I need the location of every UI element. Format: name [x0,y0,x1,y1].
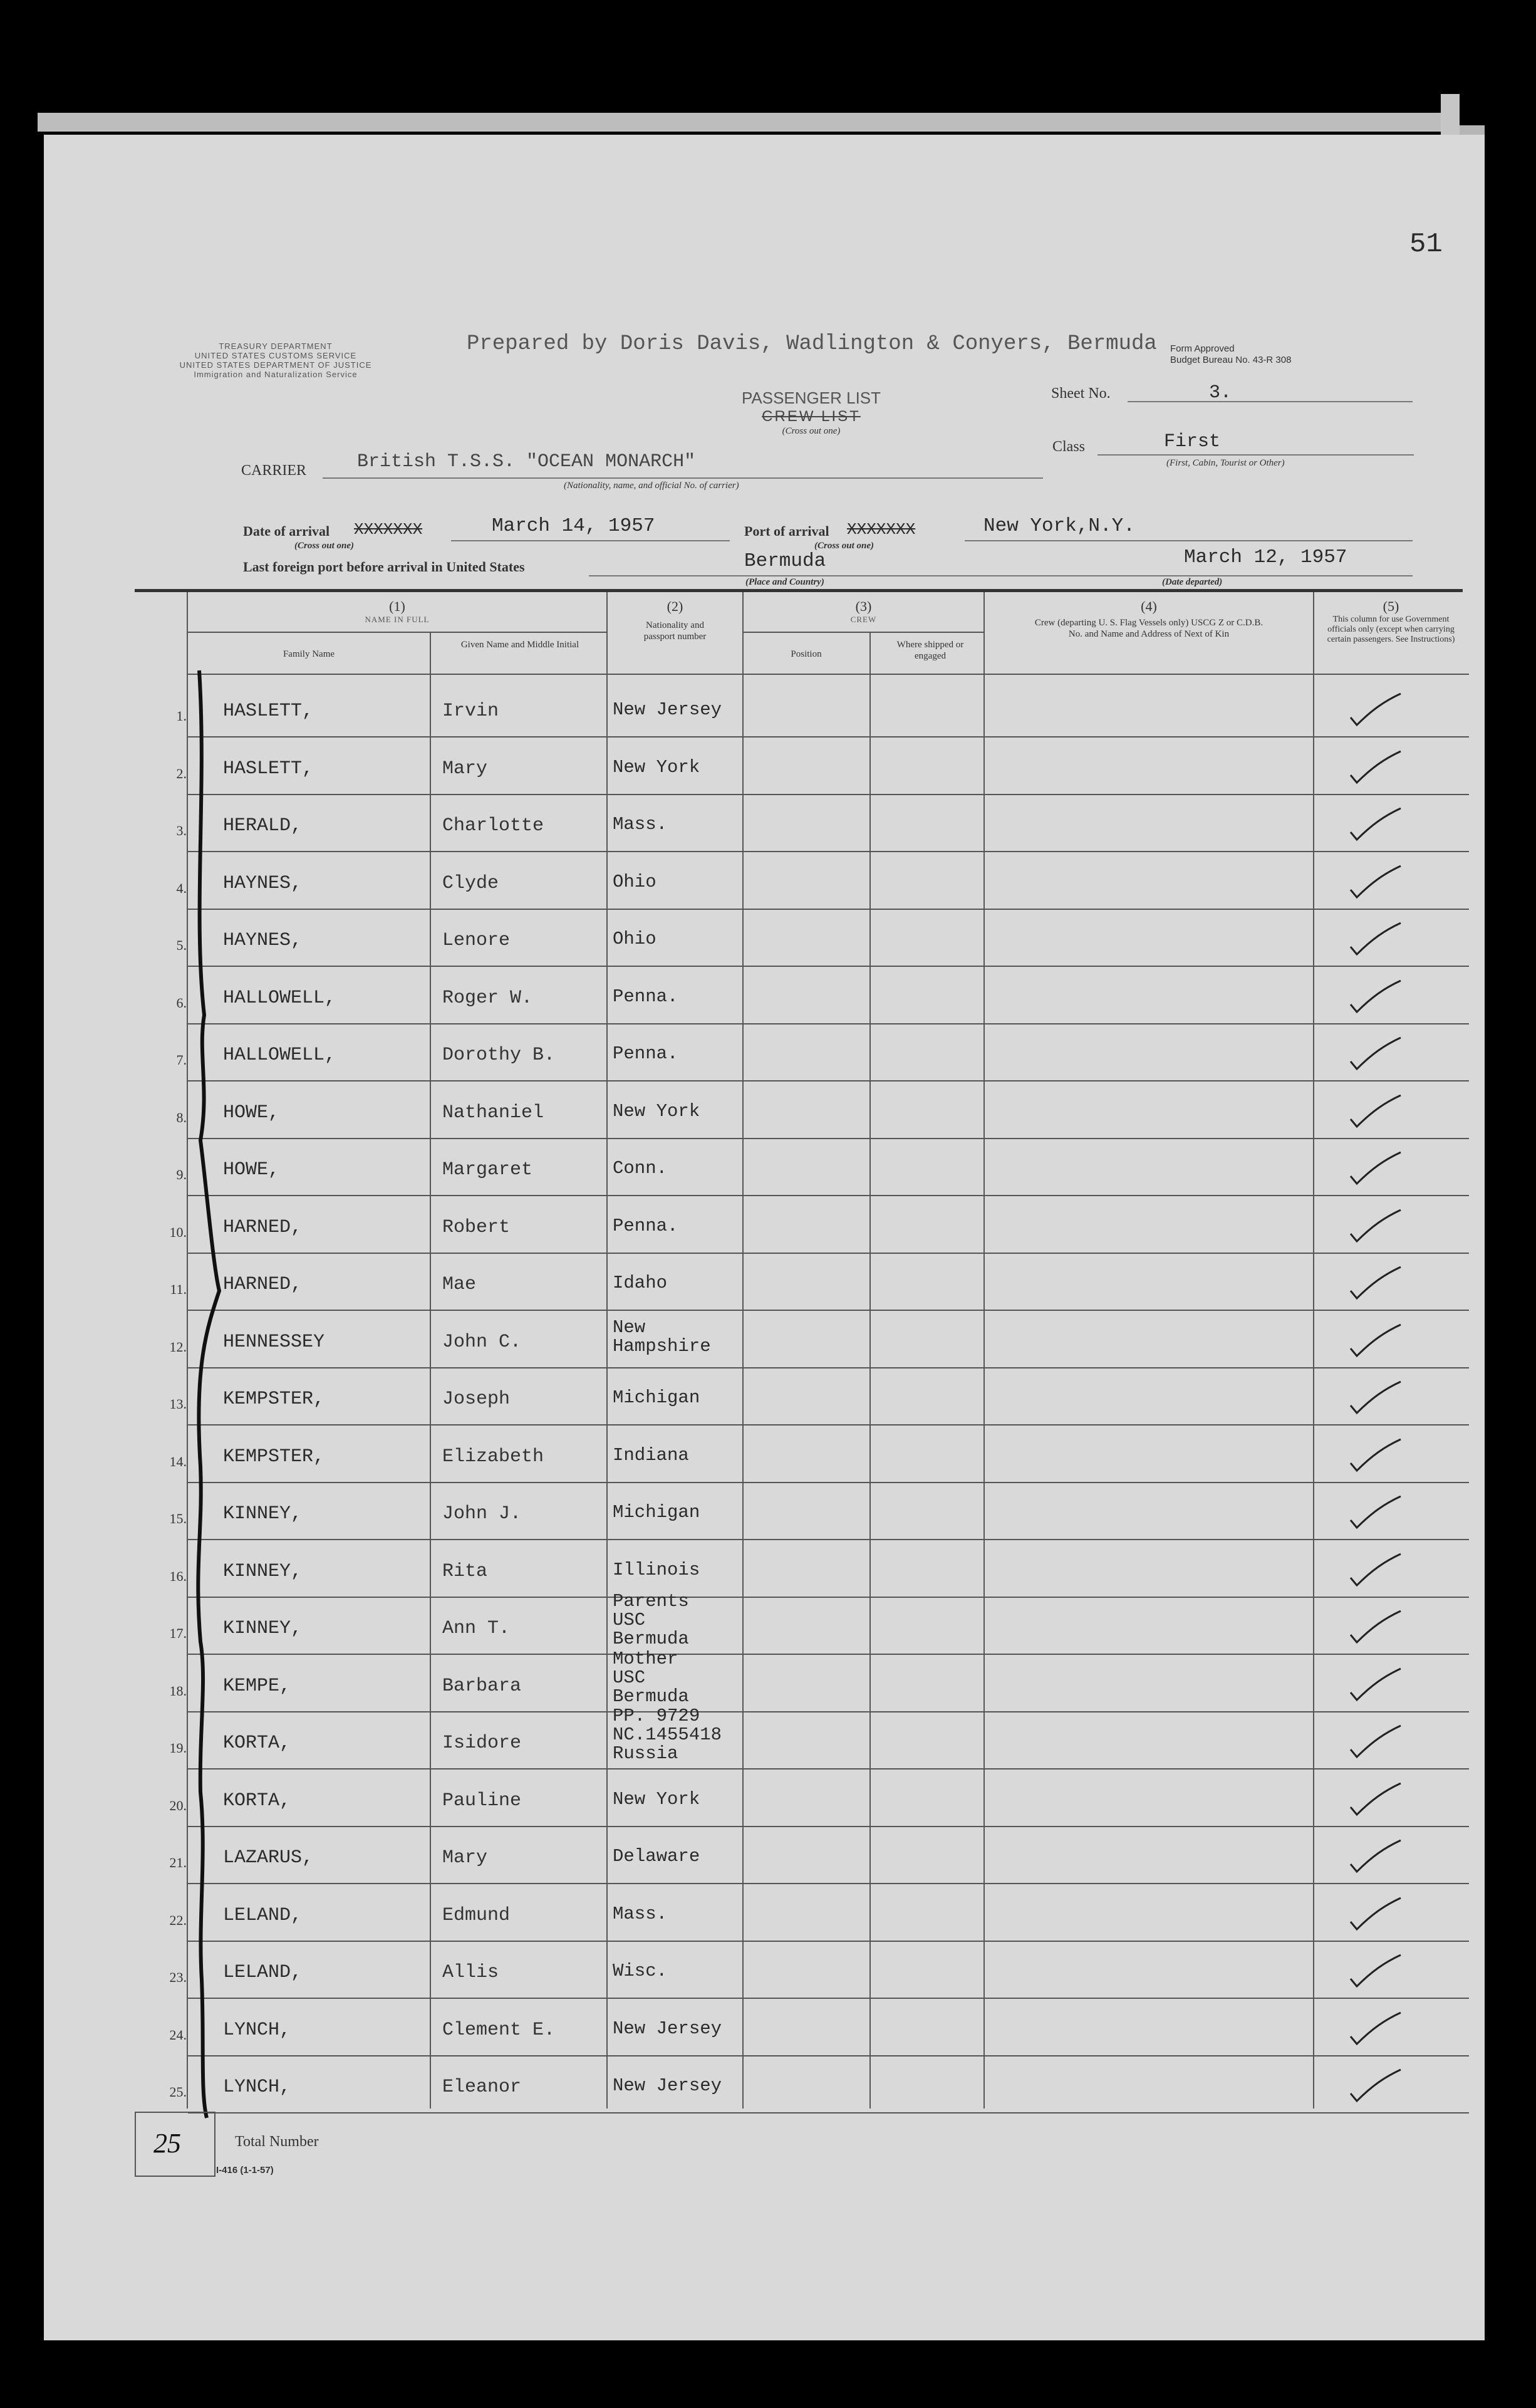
nationality: New Hampshire [613,1316,711,1357]
given-name: Mae [442,1274,477,1295]
checkmark-icon [1347,1093,1403,1130]
given-name: Charlotte [442,815,544,837]
row-number: 21. [169,1855,187,1870]
port-arrival-line [965,540,1413,541]
row-number: 19. [169,1740,187,1756]
date-arrival-line [451,540,730,541]
total-handwritten: 25 [153,2128,181,2159]
form-approved: Form Approved Budget Bureau No. 43-R 308 [1170,343,1292,365]
sheet-label: Sheet No. [1051,385,1111,402]
port-arrival-struck: XXXXXXX [847,520,916,539]
class-label: Class [1052,439,1086,455]
family-name: HAYNES, [223,872,303,894]
given-name: Robert [442,1216,511,1238]
row-number: 20. [169,1797,187,1813]
row-number: 14. [169,1453,187,1469]
given-name: Edmund [442,1904,511,1926]
nationality: Mass. [613,1903,668,1924]
given-name: Barbara [442,1675,522,1697]
class-caption: (First, Cabin, Tourist or Other) [1166,458,1285,468]
header-subrule [188,632,606,633]
page-stack-edge [38,113,1460,132]
nationality: Wisc. [613,1961,668,1981]
list-title-struck: CREW LIST [762,408,861,425]
family-name: HALLOWELL, [223,987,336,1009]
nationality: PP. 9729 NC.1455418 Russia [613,1706,722,1764]
given-name: Clement E. [442,2019,556,2041]
sheet-value: 3. [1209,382,1232,404]
header-bottom-rule [188,674,1469,675]
row-number: 6. [176,994,187,1011]
row-number: 7. [176,1052,187,1068]
family-name: HENNESSEY [223,1331,325,1353]
row-number: 1. [176,708,187,724]
given-name: Dorothy B. [442,1045,556,1066]
list-title-block: PASSENGER LIST CREW LIST (Cross out one) [708,388,915,437]
family-name: LELAND, [223,1904,303,1926]
family-name: HARNED, [223,1216,303,1238]
checkmark-icon [1347,1437,1403,1474]
family-name: HASLETT, [223,701,314,722]
row-rule [188,2112,1469,2114]
family-name: HALLOWELL, [223,1045,336,1066]
row-number: 12. [169,1338,187,1355]
row-number: 10. [169,1224,187,1240]
agency-line: UNITED STATES DEPARTMENT OF JUSTICE [179,360,372,370]
last-port-value: Bermuda [744,550,826,572]
family-name: KINNEY, [223,1503,303,1525]
checkmark-icon [1347,1838,1403,1875]
row-number: 8. [176,1109,187,1125]
handwritten-bracket [182,664,232,2130]
col5-header: (5) This column for use Government officials only (except when carrying certain passengers. See Instructions) [1327,598,1455,644]
family-name: KINNEY, [223,1560,303,1582]
given-name: John J. [442,1503,522,1525]
checkmark-icon [1347,1150,1403,1187]
checkmark-icon [1347,749,1403,786]
row-number: 2. [176,765,187,781]
given-name: Isidore [442,1733,522,1754]
checkmark-icon [1347,920,1403,958]
family-name: LYNCH, [223,2019,291,2041]
nationality: New Jersey [613,2075,722,2096]
family-name: HERALD, [223,815,303,837]
row-number: 24. [169,2026,187,2043]
checkmark-icon [1347,806,1403,843]
given-name: John C. [442,1331,522,1353]
list-title: PASSENGER LIST [741,388,881,407]
agency-line: TREASURY DEPARTMENT [219,341,333,351]
checkmark-icon [1347,1494,1403,1531]
agency-line: Immigration and Naturalization Service [194,370,358,379]
class-value: First [1164,431,1221,452]
checkmark-icon [1347,1322,1403,1360]
col3-header: (3) CREW [850,598,877,624]
port-arrival-value: New York,N.Y. [983,515,1135,537]
nationality: Illinois [613,1559,700,1580]
family-name: LELAND, [223,1962,303,1983]
carrier-line [323,477,1043,479]
nationality: Indiana [613,1444,689,1466]
cross-out-caption-2: (Cross out one) [814,541,874,551]
given-name: Mary [442,758,488,779]
checkmark-icon [1347,2067,1403,2105]
date-arrival-struck: XXXXXXX [354,520,423,539]
nationality: Conn. [613,1158,668,1179]
nationality: Michigan [613,1387,700,1408]
nationality: New Jersey [613,2018,722,2039]
family-name: LYNCH, [223,2077,291,2098]
checkmark-icon [1347,1264,1403,1302]
family-name: HARNED, [223,1274,303,1295]
row-number: 25. [169,2084,187,2100]
carrier-label: CARRIER [241,462,307,479]
family-name: KORTA, [223,1790,291,1811]
nationality: Michigan [613,1502,700,1523]
cross-out-caption: (Cross out one) [294,541,355,551]
row-number: 17. [169,1625,187,1641]
nationality: New Jersey [613,699,722,720]
family-name: HASLETT, [223,758,314,779]
date-departed-caption: (Date departed) [1162,577,1223,587]
row-number: 23. [169,1969,187,1985]
checkmark-icon [1347,863,1403,901]
col2-header: (2) Nationality and passport number [643,598,707,642]
agency-block [128,341,423,379]
checkmark-icon [1347,1379,1403,1417]
nationality: New York [613,1788,700,1810]
row-number: 3. [176,823,187,838]
given-name: Mary [442,1847,488,1869]
nationality: Penna. [613,1215,678,1236]
given-name: Eleanor [442,2077,522,2098]
given-name: Irvin [442,701,499,722]
nationality: Delaware [613,1846,700,1867]
family-name: KEMPSTER, [223,1389,325,1410]
sheet-line [1128,401,1413,402]
checkmark-icon [1347,1723,1403,1761]
carrier-value: British T.S.S. "OCEAN MONARCH" [357,451,696,472]
checkmark-icon [1347,1207,1403,1245]
row-number: 9. [176,1167,187,1182]
checkmark-icon [1347,1781,1403,1818]
col3-position-header: Position [791,649,822,659]
given-name: Lenore [442,930,511,951]
row-number: 4. [176,880,187,896]
given-name: Margaret [442,1159,533,1181]
family-name: HAYNES, [223,930,303,951]
given-name: Clyde [442,872,499,894]
checkmark-icon [1347,1608,1403,1646]
checkmark-icon [1347,1895,1403,1933]
row-number: 22. [169,1912,187,1928]
row-number: 5. [176,937,187,953]
nationality: Penna. [613,1043,678,1064]
nationality: Mass. [613,814,668,835]
family-name: KORTA, [223,1733,291,1754]
date-departed-value: March 12, 1957 [1184,546,1347,568]
checkmark-icon [1347,1035,1403,1073]
nationality: Ohio [613,871,656,892]
nationality: Ohio [613,929,656,949]
carrier-caption: (Nationality, name, and official No. of carrier) [564,481,739,491]
nationality: New York [613,756,700,778]
total-label: Total Number [235,2134,319,2150]
checkmark-icon [1347,2010,1403,2048]
date-arrival-label: Date of arrival [243,523,330,539]
col1-header: (1) NAME IN FULL [365,598,430,624]
col1-family-header: Family Name [283,649,335,659]
nationality: New York [613,1100,700,1122]
given-name: Nathaniel [442,1102,544,1123]
port-arrival-label: Port of arrival [744,523,829,539]
nationality: Idaho [613,1273,668,1293]
checkmark-icon [1347,691,1403,729]
given-name: Rita [442,1560,488,1582]
family-name: KEMPE, [223,1675,291,1697]
checkmark-icon [1347,1666,1403,1704]
family-name: KINNEY, [223,1618,303,1639]
place-caption: (Place and Country) [745,577,824,587]
row-number: 11. [170,1281,187,1297]
family-name: LAZARUS, [223,1847,314,1869]
given-name: Ann T. [442,1618,511,1639]
checkmark-icon [1347,1551,1403,1589]
family-name: KEMPSTER, [223,1446,325,1467]
nationality: Penna. [613,986,678,1007]
family-name: HOWE, [223,1102,280,1123]
nationality: Mother USC Bermuda [613,1648,689,1707]
row-number: 13. [169,1396,187,1412]
checkmark-icon [1347,978,1403,1016]
nationality: Parents USC Bermuda [613,1591,689,1649]
row-number: 18. [169,1682,187,1699]
agency-line: UNITED STATES CUSTOMS SERVICE [194,351,357,360]
last-port-label: Last foreign port before arrival in United States [243,559,525,575]
row-number: 15. [169,1511,187,1526]
given-name: Allis [442,1962,499,1983]
given-name: Elizabeth [442,1446,544,1467]
family-name: HOWE, [223,1159,280,1181]
col4-header: (4) Crew (departing U. S. Flag Vessels only) USCG Z or C.D.B. No. and Name and Address of Next of Kin [1034,598,1264,639]
checkmark-icon [1347,1952,1403,1990]
form-number: I-416 (1-1-57) [216,2165,274,2176]
date-arrival-value: March 14, 1957 [492,515,655,537]
row-number: 16. [169,1568,187,1584]
class-line [1098,454,1414,456]
col3-where-header: Where shipped or engaged [896,640,964,661]
col1-given-header: Given Name and Middle Initial [460,640,579,650]
page-number: 51 [1409,229,1443,260]
header-subrule [744,632,983,633]
prepared-by: Prepared by Doris Davis, Wadlington & Conyers, Bermuda [467,332,1157,356]
given-name: Joseph [442,1389,511,1410]
given-name: Roger W. [442,987,533,1009]
given-name: Pauline [442,1790,522,1811]
table-top-rule [135,589,1463,592]
